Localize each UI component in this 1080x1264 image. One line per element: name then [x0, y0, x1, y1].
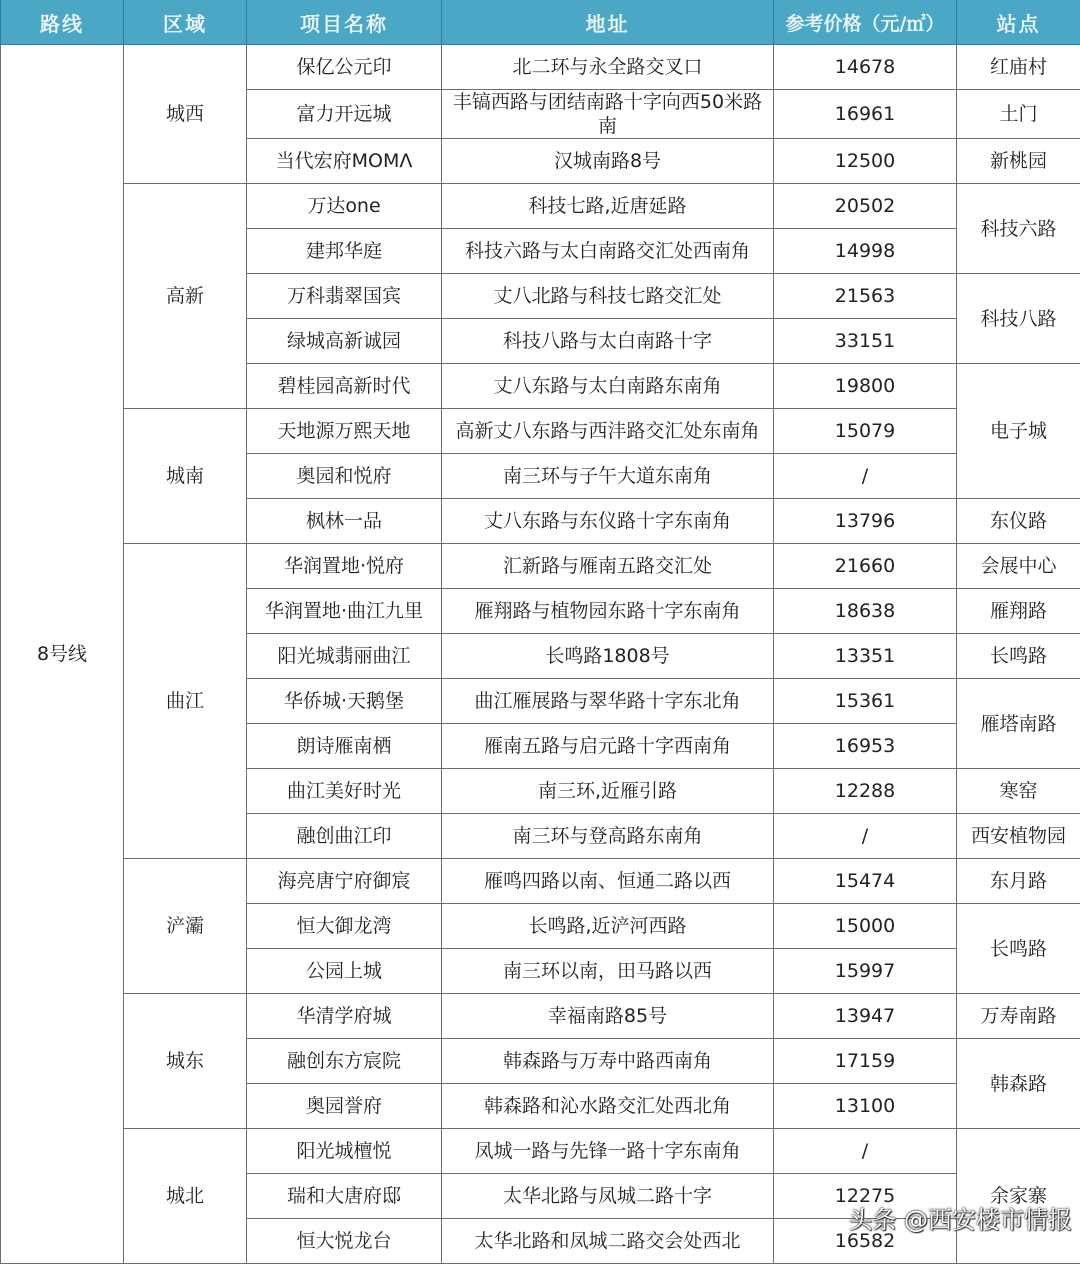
project-cell: 奥园誉府 — [247, 1084, 442, 1129]
station-cell: 新桃园 — [957, 139, 1080, 184]
price-cell: 13100 — [774, 1084, 957, 1129]
address-cell: 太华北路与凤城二路十字 — [442, 1174, 774, 1219]
price-cell: 14998 — [774, 229, 957, 274]
station-cell: 余家寨 — [957, 1129, 1080, 1264]
price-cell: 15997 — [774, 949, 957, 994]
price-cell: 15474 — [774, 859, 957, 904]
project-cell: 恒大御龙湾 — [247, 904, 442, 949]
table-header-row — [1, 0, 1080, 45]
address-cell: 科技六路与太白南路交汇处西南角 — [442, 229, 774, 274]
station-cell: 土门 — [957, 90, 1080, 139]
address-cell: 丈八北路与科技七路交汇处 — [442, 274, 774, 319]
address-cell: 南三环以南，田马路以西 — [442, 949, 774, 994]
address-cell: 科技七路,近唐延路 — [442, 184, 774, 229]
station-cell: 电子城 — [957, 364, 1080, 499]
address-cell: 高新丈八东路与西沣路交汇处东南角 — [442, 409, 774, 454]
station-cell: 红庙村 — [957, 45, 1080, 90]
address-cell: 韩森路和沁水路交汇处西北角 — [442, 1084, 774, 1129]
project-cell: 绿城高新诚园 — [247, 319, 442, 364]
station-cell: 会展中心 — [957, 544, 1080, 589]
table-row — [1, 544, 1080, 589]
price-cell: 21660 — [774, 544, 957, 589]
project-cell: 富力开远城 — [247, 90, 442, 139]
line-cell: 8号线 — [1, 45, 124, 1264]
station-cell: 科技六路 — [957, 184, 1080, 274]
price-cell: 12500 — [774, 139, 957, 184]
address-cell: 雁南五路与启元路十字西南角 — [442, 724, 774, 769]
table-row — [1, 859, 1080, 904]
station-cell: 雁翔路 — [957, 589, 1080, 634]
project-cell: 公园上城 — [247, 949, 442, 994]
header-station: 站点 — [957, 0, 1080, 45]
address-cell: 汇新路与雁南五路交汇处 — [442, 544, 774, 589]
address-cell: 科技八路与太白南路十字 — [442, 319, 774, 364]
header-project: 项目名称 — [247, 0, 442, 45]
project-cell: 建邦华庭 — [247, 229, 442, 274]
district-cell: 城西 — [124, 45, 247, 184]
price-cell: / — [774, 1129, 957, 1174]
price-cell: 12288 — [774, 769, 957, 814]
district-cell: 浐灞 — [124, 859, 247, 994]
address-cell: 丈八东路与东仪路十字东南角 — [442, 499, 774, 544]
project-cell: 华润置地·曲江九里 — [247, 589, 442, 634]
district-cell: 城南 — [124, 409, 247, 544]
address-cell: 长鸣路1808号 — [442, 634, 774, 679]
address-cell: 北二环与永全路交叉口 — [442, 45, 774, 90]
project-cell: 融创东方宸院 — [247, 1039, 442, 1084]
station-cell: 长鸣路 — [957, 904, 1080, 994]
station-cell: 东仪路 — [957, 499, 1080, 544]
station-cell: 寒窑 — [957, 769, 1080, 814]
station-cell: 西安植物园 — [957, 814, 1080, 859]
table-row — [1, 45, 1080, 90]
price-cell: 33151 — [774, 319, 957, 364]
project-cell: 阳光城翡丽曲江 — [247, 634, 442, 679]
address-cell: 太华北路和凤城二路交会处西北 — [442, 1219, 774, 1264]
project-cell: 恒大悦龙台 — [247, 1219, 442, 1264]
price-cell: 18638 — [774, 589, 957, 634]
address-cell: 凤城一路与先锋一路十字东南角 — [442, 1129, 774, 1174]
station-cell: 万寿南路 — [957, 994, 1080, 1039]
project-cell: 枫林一品 — [247, 499, 442, 544]
price-cell: / — [774, 814, 957, 859]
station-cell: 韩森路 — [957, 1039, 1080, 1129]
address-cell: 南三环,近雁引路 — [442, 769, 774, 814]
district-cell: 城东 — [124, 994, 247, 1129]
price-cell: 16582 — [774, 1219, 957, 1264]
price-cell: 16961 — [774, 90, 957, 139]
project-cell: 华清学府城 — [247, 994, 442, 1039]
address-cell: 韩森路与万寿中路西南角 — [442, 1039, 774, 1084]
price-cell: 14678 — [774, 45, 957, 90]
project-cell: 华侨城·天鹅堡 — [247, 679, 442, 724]
header-line: 路线 — [1, 0, 124, 45]
project-cell: 瑞和大唐府邸 — [247, 1174, 442, 1219]
project-cell: 保亿公元印 — [247, 45, 442, 90]
price-cell: 13351 — [774, 634, 957, 679]
address-cell: 幸福南路85号 — [442, 994, 774, 1039]
price-cell: 17159 — [774, 1039, 957, 1084]
address-cell: 南三环与登高路东南角 — [442, 814, 774, 859]
project-cell: 阳光城檀悦 — [247, 1129, 442, 1174]
project-cell: 奥园和悦府 — [247, 454, 442, 499]
project-cell: 华润置地·悦府 — [247, 544, 442, 589]
price-cell: 19800 — [774, 364, 957, 409]
watermark: 头条 @西安楼市情报 — [848, 1200, 1072, 1235]
table-row — [1, 184, 1080, 229]
address-cell: 雁鸣四路以南、恒通二路以西 — [442, 859, 774, 904]
price-cell: 13796 — [774, 499, 957, 544]
district-cell: 曲江 — [124, 544, 247, 859]
price-cell: 16953 — [774, 724, 957, 769]
station-cell: 长鸣路 — [957, 634, 1080, 679]
price-cell: 15361 — [774, 679, 957, 724]
project-cell: 天地源万熙天地 — [247, 409, 442, 454]
address-cell: 雁翔路与植物园东路十字东南角 — [442, 589, 774, 634]
price-cell: 13947 — [774, 994, 957, 1039]
station-cell: 东月路 — [957, 859, 1080, 904]
price-cell: / — [774, 454, 957, 499]
header-district: 区域 — [124, 0, 247, 45]
price-cell: 15000 — [774, 904, 957, 949]
project-cell: 碧桂园高新时代 — [247, 364, 442, 409]
price-cell: 20502 — [774, 184, 957, 229]
price-cell: 21563 — [774, 274, 957, 319]
price-cell: 12275 — [774, 1174, 957, 1219]
project-cell: 海亮唐宁府御宸 — [247, 859, 442, 904]
header-address: 地址 — [442, 0, 774, 45]
table-row — [1, 1129, 1080, 1174]
station-cell: 雁塔南路 — [957, 679, 1080, 769]
project-cell: 融创曲江印 — [247, 814, 442, 859]
project-cell: 朗诗雁南栖 — [247, 724, 442, 769]
address-cell: 汉城南路8号 — [442, 139, 774, 184]
address-cell: 曲江雁展路与翠华路十字东北角 — [442, 679, 774, 724]
address-cell: 长鸣路,近浐河西路 — [442, 904, 774, 949]
project-cell: 万达one — [247, 184, 442, 229]
address-cell: 南三环与子午大道东南角 — [442, 454, 774, 499]
table-row — [1, 409, 1080, 454]
table-row — [1, 994, 1080, 1039]
district-cell: 高新 — [124, 184, 247, 409]
header-price: 参考价格（元/㎡） — [774, 0, 957, 45]
district-cell: 城北 — [124, 1129, 247, 1264]
project-cell: 当代宏府MOMΛ — [247, 139, 442, 184]
price-cell: 15079 — [774, 409, 957, 454]
station-cell: 科技八路 — [957, 274, 1080, 364]
project-cell: 曲江美好时光 — [247, 769, 442, 814]
address-cell: 丰镐西路与团结南路十字向西50米路南 — [442, 90, 774, 139]
address-cell: 丈八东路与太白南路东南角 — [442, 364, 774, 409]
project-cell: 万科翡翠国宾 — [247, 274, 442, 319]
